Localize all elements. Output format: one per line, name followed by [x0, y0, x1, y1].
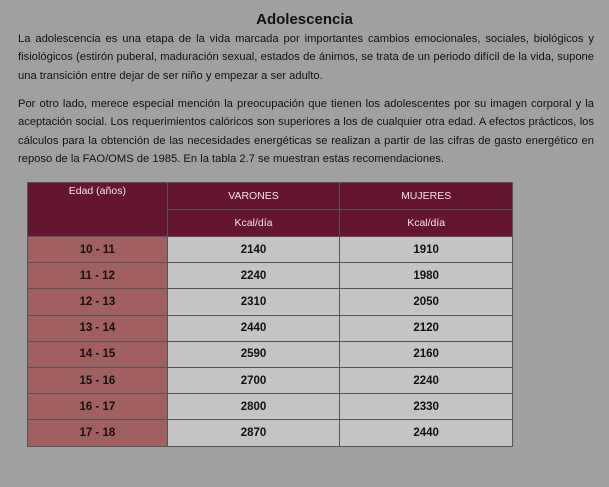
header-age: Edad (años) — [28, 183, 168, 237]
age-cell: 13 - 14 — [28, 315, 168, 341]
age-cell: 14 - 15 — [28, 341, 168, 367]
age-cell: 12 - 13 — [28, 289, 168, 315]
table-row — [28, 341, 513, 367]
male-kcal-cell: 2590 — [167, 341, 340, 367]
age-cell: 16 - 17 — [28, 394, 168, 420]
table-body — [28, 237, 513, 447]
female-kcal-cell: 2160 — [340, 341, 513, 367]
age-cell: 17 - 18 — [28, 420, 168, 446]
table-row — [28, 237, 513, 263]
male-kcal-cell: 2800 — [167, 394, 340, 420]
header-male: VARONES — [167, 183, 340, 210]
female-kcal-cell: 2120 — [340, 315, 513, 341]
male-kcal-cell: 2240 — [167, 263, 340, 289]
paragraph-intro: La adolescencia es una etapa de la vida marcada por importantes cambios emocionales, sociales, biológicos y fisiológicos (estirón puberal, maduración sexual, estados de ánimos, se trata de un periodo difícil de la vida, supone una transición entre dejar de ser niño y empezar a ser adulto. — [18, 33, 594, 82]
female-kcal-cell: 2330 — [340, 394, 513, 420]
age-cell: 10 - 11 — [28, 237, 168, 263]
header-female: MUJERES — [340, 183, 513, 210]
table-row — [28, 394, 513, 420]
male-kcal-cell: 2700 — [167, 367, 340, 393]
male-kcal-cell: 2870 — [167, 420, 340, 446]
page-title: Adolescencia — [256, 11, 353, 28]
female-kcal-cell: 2050 — [340, 289, 513, 315]
female-kcal-cell: 1980 — [340, 263, 513, 289]
male-kcal-cell: 2440 — [167, 315, 340, 341]
male-kcal-cell: 2140 — [167, 237, 340, 263]
female-kcal-cell: 2440 — [340, 420, 513, 446]
table-row — [28, 367, 513, 393]
table-row — [28, 420, 513, 446]
table-row — [28, 315, 513, 341]
table-row — [28, 263, 513, 289]
age-cell: 11 - 12 — [28, 263, 168, 289]
male-kcal-cell: 2310 — [167, 289, 340, 315]
energy-requirements-table — [27, 182, 513, 447]
table-header — [28, 183, 513, 237]
female-kcal-cell: 2240 — [340, 367, 513, 393]
age-cell: 15 - 16 — [28, 367, 168, 393]
header-male-unit: Kcal/día — [167, 210, 340, 237]
female-kcal-cell: 1910 — [340, 237, 513, 263]
table-row — [28, 289, 513, 315]
paragraph-requirements: Por otro lado, merece especial mención la preocupación que tienen los adolescentes por su imagen corporal y la aceptación social. Los requerimientos calóricos son superiores a los de cualquier otra edad. A efectos prácticos, los cálculos para la obtención de las necesidades energéticas se realizan a partir de las cifras de gasto energético en reposo de la FAO/OMS de 1985. En la tabla 2.7 se muestran estas recomendaciones. — [18, 98, 594, 165]
header-female-unit: Kcal/día — [340, 210, 513, 237]
